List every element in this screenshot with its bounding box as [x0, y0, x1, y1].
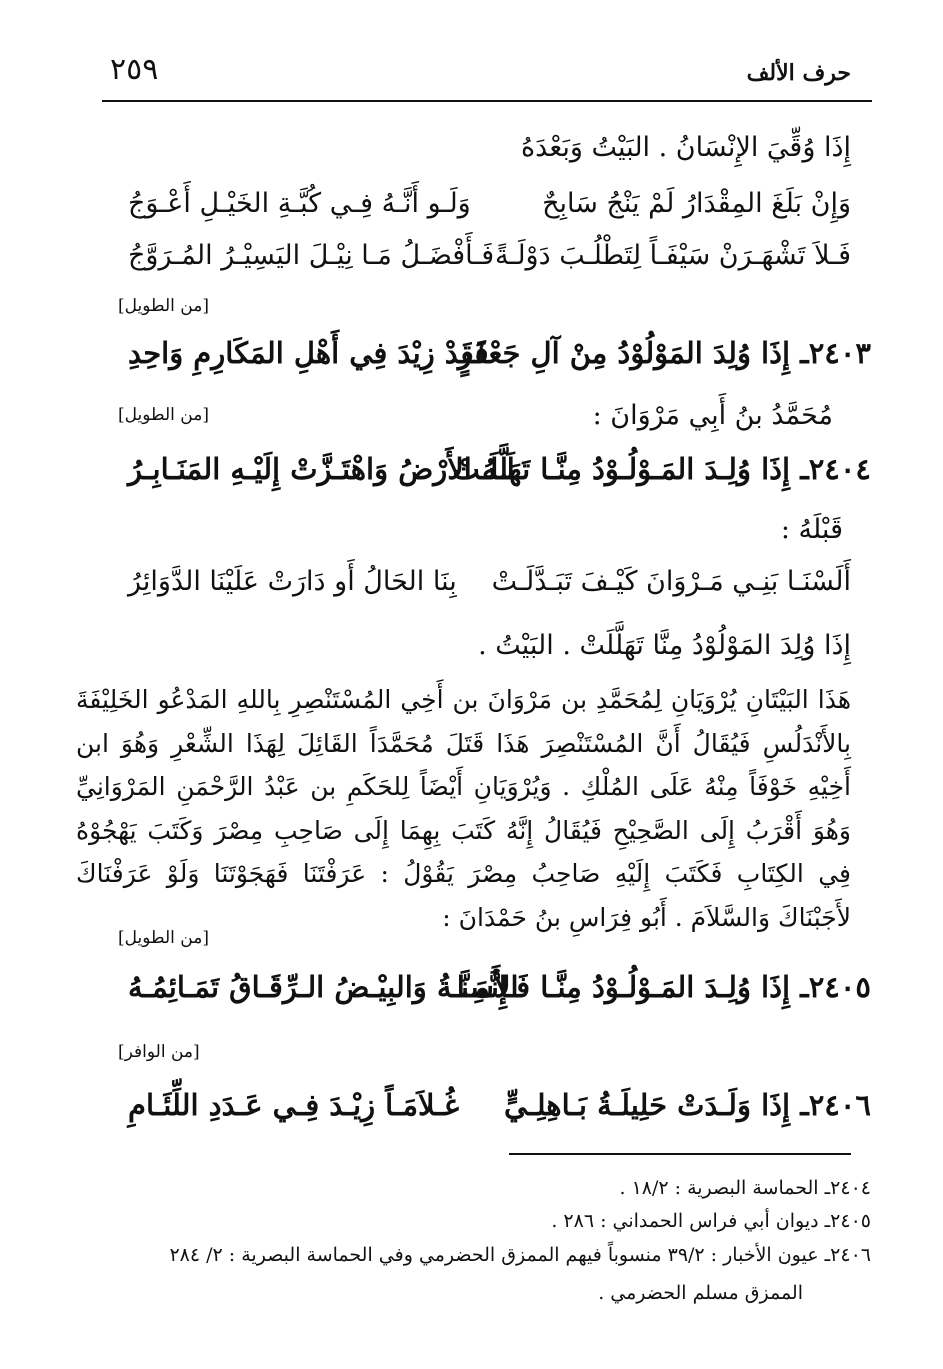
attribution: مُحَمَّدُ بنُ أَبِي مَرْوَانَ : — [592, 400, 833, 431]
page-number: ٢٥٩ — [110, 52, 159, 87]
verse-2405-left: الأَسِنَّـةُ وَالبِيْـضُ الـرِّقَـاقُ تَمَـائِمُـهُ — [128, 970, 519, 1004]
meter-label: [من الطويل] — [118, 405, 209, 425]
footnote: ٢٤٠٥ـ ديوان أبي فراس الحمداني : ٢٨٦ . — [551, 1210, 871, 1232]
footnote-rule — [509, 1153, 851, 1155]
footnote: ٢٤٠٤ـ الحماسة البصرية : ١٨/٢ . — [619, 1177, 871, 1199]
running-header-title: حرف الألف — [746, 60, 851, 86]
text-line: إِذَا وُلِدَ المَوْلُوْدُ مِنَّا تَهَلَّلَتْ . البَيْتُ . — [478, 630, 851, 661]
footnote: ٢٤٠٦ـ عيون الأخبار : ٣٩/٢ منسوباً فيهم الممزق الحضرمي وفي الحماسة البصرية : ٢/ ٢٨٤ — [169, 1244, 871, 1266]
verse-right-hemistich: وَإِنْ بَلَغَ المِقْدَارُ لَمْ يَنْجُ سَابِحٌ — [542, 188, 851, 219]
verse-2404-right: ٢٤٠٤ـ إِذَا وُلِـدَ المَـوْلُـوْدُ مِنَّـا تَهَلَّلَـتْ — [452, 452, 871, 486]
meter-label: [من الوافر] — [118, 1042, 200, 1062]
verse-2403-right: ٢٤٠٣ـ إِذَا وُلِدَ المَوْلُوْدُ مِنْ آلِ جَعْفَرٍ — [457, 336, 871, 370]
meter-label: [من الطويل] — [118, 928, 209, 948]
verse-left-hemistich: فَـأَفْضَـلُ مَـا نِيْـلَ اليَسِيْـرُ المُـرَوَّجُ — [128, 240, 495, 271]
verse-left-hemistich: بِنَا الحَالُ أَو دَارَتْ عَلَيْنَا الدَّوَائِرُ — [128, 566, 457, 597]
verse-left-hemistich: وَلَـو أَنَّـهُ فِـي كُبَّـةِ الخَيْـلِ أَعْـوَجُ — [128, 188, 471, 219]
meter-label: [من الطويل] — [118, 296, 209, 316]
verse-right-hemistich: فَـلاَ تَشْهَـرَنْ سَيْفَـاً لِتَطْلُـبَ دَوْلَـةً — [494, 240, 851, 271]
verse-2404-left: لَـهُ الأَرْضُ وَاهْتَـزَّتْ إِلَيْـهِ المَنَـابِـرُ — [128, 452, 515, 486]
verse-2403-left: فَقَدْ زِيْدَ فِي أَهْلِ المَكَارِمِ وَاحِدِ — [128, 336, 489, 370]
verse-2405-right: ٢٤٠٥ـ إِذَا وُلِـدَ المَـوْلُـوْدُ مِنَّـا فَـإِنَّمَـا — [456, 970, 871, 1004]
commentary-paragraph: هَذَا البَيْتَانِ يُرْوَيَانِ لِمُحَمَّدِ بن مَرْوَانَ بن أَخِي المُسْتَنْصِرِ بِاللهِ المَدْعُو الخَلِيْفَةَ بِالأَنْدَلُسِ فَيُقَالُ أَنَّ المُسْتَنْصِرَ هَذَا قَتَلَ مُحَمَّدَاً القَائِلَ لِهَذَا الشِّعْرِ وَهُوَ ابن أَخِيْهِ خَوْفَاً مِنْهُ عَلَى المُلْكِ . وَيُرْوَيَانِ أَيْضَاً لِلحَكَمِ بن عَبْدُ الرَّحْمَنِ المَرْوَانِيِّ وَهُوَ أَقْرَبُ إِلَى الصَّحِيْحِ فَيُقَالُ إِنَّهُ كَتَبَ بِهِمَا إِلَى صَاحِبِ مِصْرَ وَكَتَبَ يَهْجُوْهُ فِي الكِتَابِ فَكَتَبَ إِلَيْهِ صَاحِبُ مِصْرَ يَقُوْلُ : عَرَفْتَنَا فَهَجَوْتَنَا وَلَوْ عَرَفْنَاكَ لأَجَبْنَاكَ وَالسَّلاَمَ . أَبُو فِرَاسِ بنُ حَمْدَانَ : — [76, 685, 851, 932]
text-line: إِذَا وُقِّيَ الإِنْسَانُ . البَيْتُ وَبَعْدَهُ — [521, 132, 851, 163]
header-rule — [102, 100, 872, 102]
verse-right-hemistich: أَلَسْنَـا بَنِـي مَـرْوَانَ كَيْـفَ تَبَـدَّلَـتْ — [491, 566, 851, 597]
verse-2406-left: غُـلاَمَـاً زِيْـدَ فِـي عَـدَدِ اللِّئَـامِ — [128, 1088, 460, 1122]
footnote-continuation: الممزق مسلم الحضرمي . — [598, 1282, 803, 1304]
text-line: قَبْلَهُ : — [780, 514, 843, 545]
verse-2406-right: ٢٤٠٦ـ إِذَا وَلَـدَتْ حَلِيلَـةُ بَـاهِلِـيٍّ — [504, 1088, 871, 1122]
